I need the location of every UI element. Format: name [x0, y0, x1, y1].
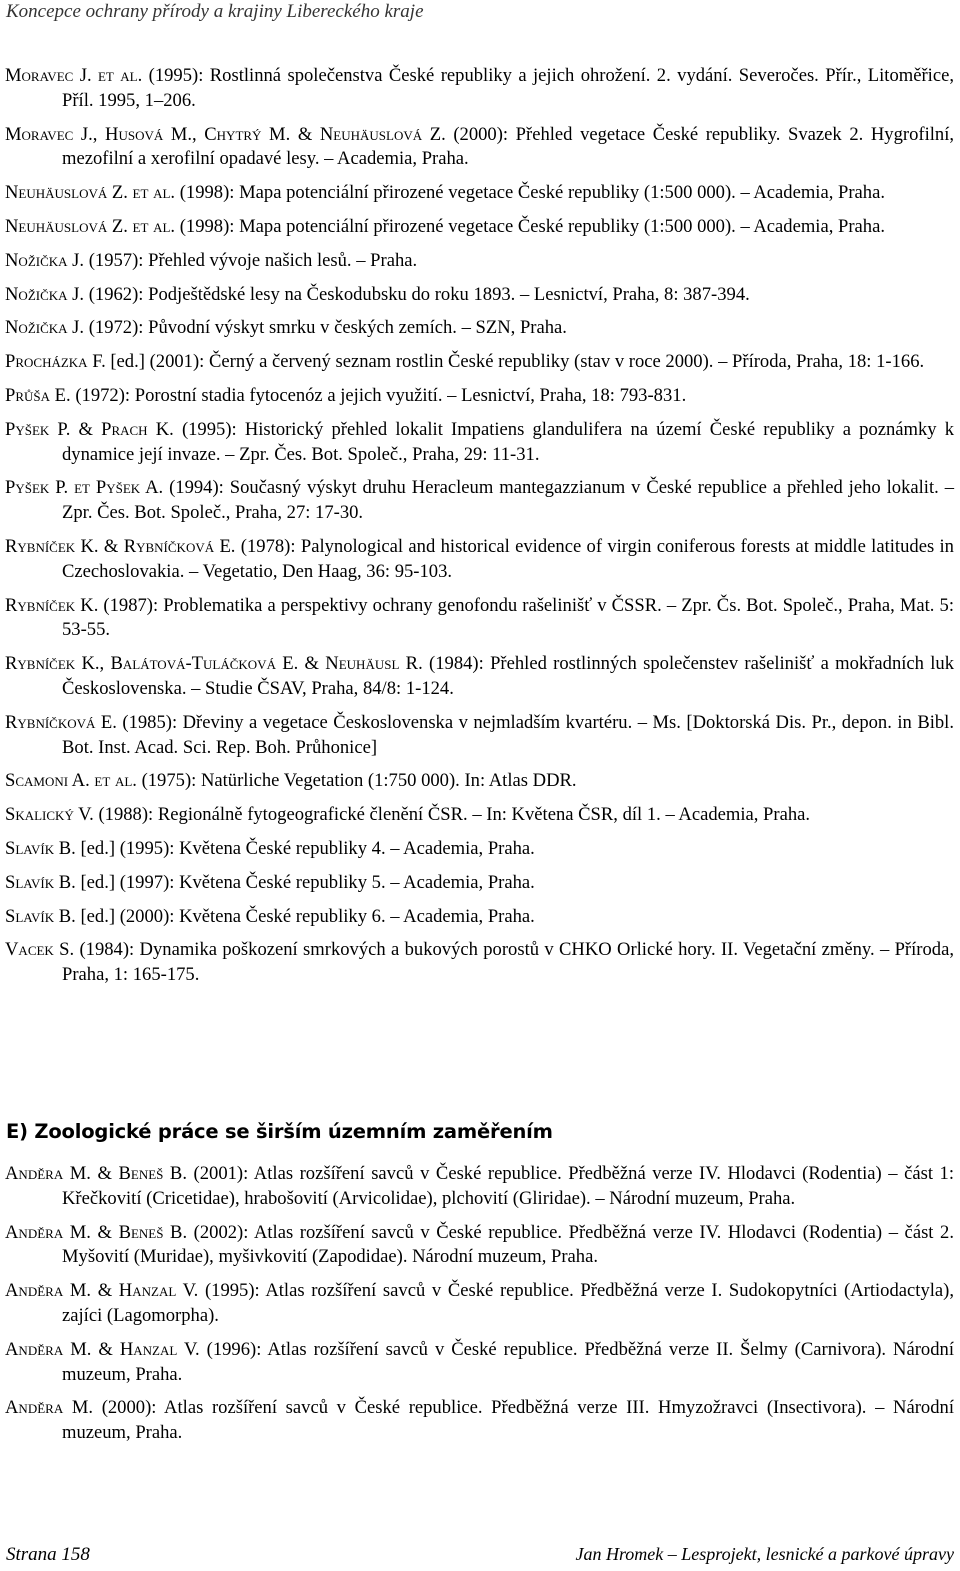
reference-entry [0, 535, 954, 585]
reference-entry [0, 652, 954, 702]
reference-entry [0, 476, 954, 526]
reference-author: Slavík B. [5, 837, 76, 859]
reference-text: (1972): Porostní stadia fytocenóz a jejich využití. – Lesnictví, Praha, 18: 793-831. [70, 384, 687, 406]
reference-text: [ed.] (2001): Černý a červený seznam rostlin České republiky (stav v roce 2000). – Příroda, Praha, 18: 1-166. [105, 351, 925, 373]
reference-text: (1987): Problematika a perspektivy ochrany genofondu rašelinišť v ČSSR. – Zpr. Čs. Bot. Společ., Praha, Mat. 5: 53-55. [62, 594, 954, 641]
reference-text: (1996): Atlas rozšíření savců v České republice. Předběžná verze II. Šelmy (Carnivora). Národní muzeum, Praha. [62, 1338, 954, 1385]
reference-author: Moravec J., Husová M., Chytrý M. & Neuhäuslová Z. [5, 123, 446, 145]
reference-text: (1988): Regionálně fytogeografické členění ČSR. – In: Květena ČSR, díl 1. – Academia, Praha. [93, 804, 811, 826]
reference-text: (2000): Atlas rozšíření savců v České republice. Předběžná verze III. Hmyzožravci (Insectivora). – Národní muzeum, Praha. [62, 1397, 954, 1444]
reference-entry [0, 769, 954, 794]
reference-entry [0, 1221, 954, 1271]
reference-entry [0, 938, 954, 988]
reference-author: Scamoni A. et al. [5, 770, 137, 792]
footer-author: Jan Hromek – Lesprojekt, lesnické a parkové úpravy [575, 1544, 954, 1564]
reference-author: Rybníček K. & Rybníčková E. [5, 535, 236, 557]
reference-author: Neuhäuslová Z. et al. [5, 215, 176, 237]
reference-entry [0, 1279, 954, 1329]
reference-author: Anděra M. & Hanzal V. [5, 1338, 200, 1360]
reference-author: Anděra M. [5, 1397, 94, 1419]
reference-entry [0, 249, 954, 274]
reference-text: (1984): Dynamika poškození smrkových a bukových porostů v CHKO Orlické hory. II. Vegetační změny. – Příroda, Praha, 1: 165-175. [62, 939, 954, 986]
reference-entry [0, 803, 954, 828]
reference-entry [0, 1338, 954, 1388]
reference-author: Procházka F. [5, 351, 106, 373]
reference-text: (2002): Atlas rozšíření savců v České republice. Předběžná verze IV. Hlodavci (Rodentia) – část 2. Myšovití (Muridae), myšivkovití (Zapodidae). Národní muzeum, Praha. [62, 1221, 954, 1268]
reference-entry [0, 64, 954, 114]
reference-author: Rybníčková E. [5, 711, 117, 733]
reference-entry [0, 316, 954, 341]
reference-text: (1957): Přehled vývoje našich lesů. – Praha. [84, 249, 418, 271]
reference-text: (2000): Přehled vegetace České republiky. Svazek 2. Hygrofilní, mezofilní a xerofilní opadavé lesy. – Academia, Praha. [62, 123, 955, 170]
reference-text: (1984): Přehled rostlinných společenstev rašelinišť a mokřadních luk Československa. – Studie ČSAV, Praha, 84/8: 1-124. [62, 653, 955, 699]
reference-entry [0, 837, 954, 862]
reference-author: Pyšek P. & Prach K. [5, 418, 174, 440]
reference-text: [ed.] (1995): Květena České republiky 4. – Academia, Praha. [75, 837, 535, 859]
reference-text: (1998): Mapa potenciální přirozené vegetace České republiky (1:500 000). – Academia, Praha. [175, 182, 886, 204]
reference-entry [0, 384, 954, 409]
reference-author: Anděra M. & Hanzal V. [5, 1280, 199, 1302]
reference-text: (1995): Historický přehled lokalit Impatiens glandulifera na území České republiky a poznámky k dynamice její invaze. – Zpr. Čes. Bot. Společ., Praha, 29: 11-31. [62, 418, 954, 465]
reference-text: (1975): Natürliche Vegetation (1:750 000). In: Atlas DDR. [136, 770, 577, 792]
reference-author: Slavík B. [5, 871, 76, 893]
reference-entry [0, 871, 954, 896]
reference-author: Pyšek P. et Pyšek A. [5, 477, 164, 499]
reference-text: (1978): Palynological and historical evidence of virgin coniferous forests at middle latitudes in Czechoslovakia. – Vegetatio, Den Haag, 36: 95-103. [62, 535, 954, 582]
reference-text: (1994): Současný výskyt druhu Heracleum mantegazzianum v České republice a přehled jeho lokalit. – Zpr. Čes. Bot. Společ., Praha, 27: 17-30. [62, 477, 955, 524]
reference-entry [0, 594, 954, 644]
reference-entry [0, 283, 954, 308]
reference-author: Anděra M. & Beneš B. [5, 1221, 188, 1243]
reference-text: (1972): Původní výskyt smrku v českých zemích. – SZN, Praha. [84, 317, 567, 339]
reference-entry [0, 418, 954, 468]
reference-text: (1995): Atlas rozšíření savců v České republice. Předběžná verze I. Sudokopytníci (Artiodactyla), zajíci (Lagomorpha). [62, 1280, 955, 1326]
reference-author: Nožička J. [5, 249, 85, 271]
reference-entry [0, 1396, 954, 1446]
reference-author: Neuhäuslová Z. et al. [5, 182, 176, 204]
reference-entry [0, 350, 954, 375]
running-header: Koncepce ochrany přírody a krajiny Libereckého kraje [6, 1, 424, 22]
reference-author: Rybníček K., Balátová-Tuláčková E. & Neuhäusl R. [5, 653, 423, 675]
reference-text: (1998): Mapa potenciální přirozené vegetace České republiky (1:500 000). – Academia, Praha. [175, 215, 886, 237]
reference-entry [0, 181, 954, 206]
reference-author: Skalický V. [5, 804, 94, 826]
section-heading: E) Zoologické práce se širším územním zaměřením [6, 1120, 553, 1143]
reference-text: [ed.] (1997): Květena České republiky 5. – Academia, Praha. [75, 871, 535, 893]
reference-author: Průša E. [5, 384, 71, 406]
page-number: Strana 158 [6, 1544, 90, 1565]
reference-entry [0, 1162, 954, 1212]
reference-entry [0, 711, 954, 761]
reference-author: Anděra M. & Beneš B. [5, 1163, 187, 1184]
reference-author: Vacek S. [5, 939, 75, 961]
reference-author: Slavík B. [5, 905, 76, 927]
reference-text: (1962): Podještědské lesy na Českodubsku do roku 1893. – Lesnictví, Praha, 8: 387-394. [84, 283, 750, 305]
zoology-reference-list [0, 1162, 960, 1446]
reference-text: (1985): Dřeviny a vegetace Československa v nejmladším kvartéru. – Ms. [Doktorská Dis. Pr., depon. in Bibl. Bot. Inst. Acad. Sci. Rep. Boh. Průhonice] [62, 711, 954, 758]
reference-text: (1995): Rostlinná společenstva České republiky a jejich ohrožení. 2. vydání. Severočes. Přír., Litoměřice, Příl. 1995, 1–206. [62, 65, 954, 111]
reference-text: (2001): Atlas rozšíření savců v České republice. Předběžná verze IV. Hlodavci (Rodentia) – část 1: Křečkovití (Cricetidae), hrabošovití (Arvicolidae), plchovití (Gliridae). – Národní muzeum, Praha. [62, 1163, 954, 1209]
reference-author: Rybníček K. [5, 594, 99, 616]
reference-author: Nožička J. [5, 283, 85, 305]
reference-entry [0, 905, 954, 930]
reference-author: Moravec J. et al. [5, 65, 143, 86]
reference-entry [0, 123, 954, 173]
reference-list [0, 64, 960, 988]
reference-text: [ed.] (2000): Květena České republiky 6. – Academia, Praha. [75, 905, 535, 927]
reference-author: Nožička J. [5, 317, 85, 339]
reference-entry [0, 215, 954, 240]
